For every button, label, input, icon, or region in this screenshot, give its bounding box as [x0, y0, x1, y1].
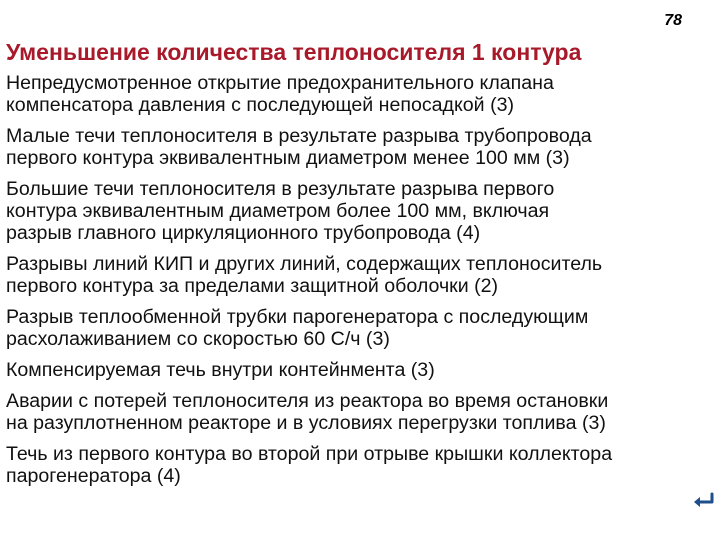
list-item-line: расхолаживанием со скоростью 60 С/ч (3): [6, 328, 390, 350]
list-item-line: контура эквивалентным диаметром более 100 мм, включая: [6, 200, 550, 222]
accident-list: [6, 72, 712, 493]
list-item: [6, 178, 712, 244]
list-item-line: Большие течи теплоносителя в результате разрыва первого: [6, 178, 555, 200]
list-item: [6, 359, 712, 381]
list-item-line: Разрыв теплообменной трубки парогенератора с последующим: [6, 306, 589, 328]
list-item: [6, 72, 712, 116]
list-item-line: Аварии с потерей теплоносителя из реактора во время остановки: [6, 390, 609, 412]
list-item-line: Разрывы линий КИП и других линий, содержащих теплоноситель: [6, 253, 603, 275]
list-item-line: парогенератора (4): [6, 465, 181, 487]
list-item-line: первого контура за пределами защитной оболочки (2): [6, 275, 499, 297]
list-item-line: Непредусмотренное открытие предохранительного клапана: [6, 72, 554, 94]
list-item-line: Компенсируемая течь внутри контейнмента (3): [6, 359, 435, 381]
list-item: [6, 443, 712, 487]
list-item: [6, 253, 712, 297]
page-title: Уменьшение количества теплоносителя 1 контура: [6, 39, 582, 65]
list-item-line: на разуплотненном реакторе и в условиях перегрузки топлива (3): [6, 412, 606, 434]
list-item-line: первого контура эквивалентным диаметром менее 100 мм (3): [6, 147, 570, 169]
list-item-line: компенсатора давления с последующей непосадкой (3): [6, 94, 515, 116]
list-item: [6, 306, 712, 350]
list-item-line: Малые течи теплоносителя в результате разрыва трубопровода: [6, 125, 592, 147]
list-item: [6, 125, 712, 169]
return-arrow-icon[interactable]: [690, 492, 716, 510]
list-item: [6, 390, 712, 434]
list-item-line: разрыв главного циркуляционного трубопровода (4): [6, 222, 481, 244]
page-number: 78: [664, 12, 682, 29]
list-item-line: Течь из первого контура во второй при отрыве крышки коллектора: [6, 443, 613, 465]
